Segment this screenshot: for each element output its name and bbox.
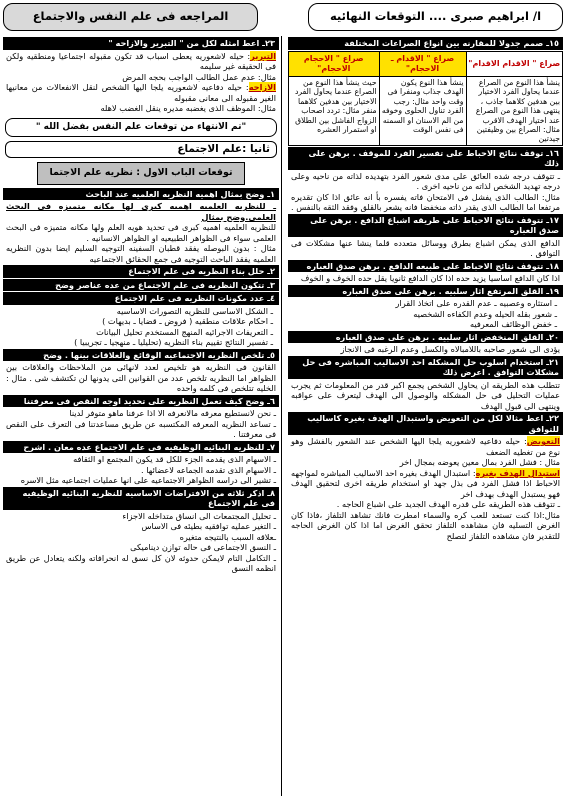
section-title: ثانيا :علم الاجتماع bbox=[5, 141, 277, 158]
q20-title: ٢٠ـ القلق المنخفض اثار سلبيه . برهن على صدق العباره bbox=[288, 331, 563, 344]
justification-def: التبرير: حيله لاشعوريه يعطى اسباب قد تكون مقبوله اجتماعيا ومنطقيه ولكن فى الحقيقه غير سليمه bbox=[6, 50, 276, 71]
review-title-box: المراجعه فى علم النفس والاجتماع bbox=[3, 3, 258, 31]
s6-title: ٦ـ وضح كيف تعمل النظريه على تحديد اوجه النقص فى معرفتنا bbox=[3, 395, 279, 408]
compensation-example: مثال : فشل الفرد بمال معين يعوضه بمجال اخر bbox=[399, 457, 560, 468]
s2-title: ٢ـ حلل بناء النظريه فى علم الاجتماع bbox=[3, 265, 279, 278]
s5-title: ٥ـ تلخص النظريه الاجتماعيه الوقائع والعلاقات بينها . وضح bbox=[3, 349, 279, 362]
list-item: ـ الشكل الاساسى للنظريه التصورات الاساسيه bbox=[116, 305, 273, 316]
s7-text: ـ تشير الى دراسه الظواهر الاجتماعيه على انها عمليات اجتماعيه مثل الاسره bbox=[20, 475, 276, 486]
q21-text: تتطلب هذه الطريقه ان يحاول الشخص يجمع اكبر قدر من المعلومات ثم يجرب عمليات التحليل فى حل المشكله والوصول الى الهدف ليتعرف على عواقبه وينتهى الى قبول الهدف bbox=[291, 379, 560, 411]
s1-title: ١ـ وضح بمثال اهميه النظريه العلميه عند الباحث bbox=[3, 188, 279, 201]
list-item: ـ استثاره وعصبيه ـ عدم القدره على اتخاذ القرار bbox=[395, 298, 557, 309]
closing-quote: "تم الانتهاء من توقعات علم النفس بفضل الله " bbox=[5, 118, 277, 138]
q18-text: اذا كان الدافع اساسيا يزيد حده اذا كان الدافع ثانويا يقل حده الخوف و الخوف bbox=[300, 273, 560, 284]
q19-title: ١٩ـ القلق المرتفع اثار سلبيه . برهن على صدق العباره bbox=[288, 285, 563, 298]
left-column bbox=[3, 36, 279, 796]
table-cell: ينشأ هذا النوع من الصراع عندما يحاول الفرد الاختيار بين هدفين كلاهما جاذب ، ينتهى هذا النوع من الصراع عند اختيار الهدف الاقرب مثال: الصراع بين وظيفتين جيدتين bbox=[466, 76, 563, 145]
q23-title: ٢٣ـ اعط امثله لكل من " التبرير والازاحه " bbox=[3, 37, 279, 50]
displacement-def: الازاحه: حيله دفاعيه لاشعوريه يلجا اليها الشخص لنقل الانفعالات من معانيها الغير مقبوله الى معانى مقبوله bbox=[6, 82, 276, 103]
chapter-title: توقعات الباب الاول : نظريه علم الاجتما bbox=[37, 162, 245, 184]
s7-text: ـ الاسهام الذى تقدمه الجماعه لاعضائها . bbox=[141, 464, 276, 475]
conflict-comparison-table bbox=[288, 51, 563, 146]
goal-replacement-def: استبدال الهدف بغيره: استبدال الهدف بغيره احد الاساليب المباشره لمواجهه الاحباط اذا فشل الفرد فى بذل جهد او استخدام طريقه اخرى لتحقيق الهدف فهو يستبدل الهدف بهدف اخر bbox=[291, 467, 560, 499]
s8-text: ـ التغير عمليه توافقيه بطيئه فى الاساس bbox=[141, 521, 276, 532]
table-cell: ينشأ هذا النوع يكون الهدف جذاب ومنفرا فى وقت واحد مثال: رجب الفرد تناول الحلوى وخوفه من الم الاسنان او السمنه فى نفس الوقت bbox=[379, 76, 466, 145]
s8-title: ٨ـ اذكر ثلاثه من الافتراضات الاساسيه للنظريه البنائيه الوظيفيه فى علم الاجتماع bbox=[3, 487, 279, 510]
q15-title: ١٥ـ صمم جدولا للمقارنه بين انواع الصراعات المختلفة bbox=[288, 37, 563, 50]
s6-text: ـ تساعد النظريه المعرفه المكتسبه عن طريق مساعدتنا فى التعرف على النقص فى معرفتنا . bbox=[6, 418, 276, 440]
table-header-approach-approach: صراع " الاقدام الاقدام" bbox=[466, 51, 563, 76]
q21-title: ٢١ـ استخدام اسلوب حل المشكله احد الاساليب المباشره فى حل مشكلات التوافق . اعرض ذلك bbox=[288, 356, 563, 379]
displacement-example: مثال: الموظف الذى يغضبه مديره ينقل الغضب لاهله bbox=[100, 103, 276, 113]
list-item: ـ خفض الوظائف المعرفيه bbox=[470, 319, 557, 330]
q16-text: ـ تتوقف درجه شده العائق على مدى شعور الفرد بتهديده لذاته من ناحيه وعلى درجه تهديد الشخص لذاته من ناحيه اخرى . bbox=[291, 170, 560, 192]
q22-title: ٢٢ـ اعط مثالا لكل من التعويض واستبدال الهدف بغيره كاساليب للتوافق bbox=[288, 412, 563, 435]
table-header-avoidance-avoidance: صراع " الاحجام الاحجام" bbox=[289, 51, 380, 76]
list-item: ـ احكام علاقات منطقيه ( فروض ـ قضايا ـ بديهات ) bbox=[102, 316, 273, 327]
q16-example: مثال: الطالب الذى يفشل فى الامتحان فاته يفسره بأ انه عائق اذا كان تقديره مرتفعا اما الطالب الذى يقدر ذاته منخفضا فانه يشعر بالقلق وفقد الثقه بالنفس . bbox=[291, 191, 560, 213]
q17-text: الدافع الذى يمكن اشباع بطرق ووسائل متعدده قلما ينشا عنها مشكلات فى التوافق . bbox=[291, 237, 560, 259]
s8-text: ـعلاقه السبب بالنتيجه متغيره bbox=[179, 531, 276, 542]
compensation-def: التعويض: حيله دفاعيه لاشعوريه يلجا اليها الشخص عند الشعور بالفشل وهو نوع من تغطيه الضعف bbox=[291, 436, 560, 457]
table-cell: حيث ينشأ هذا النوع من الصراع عندما يحاول الفرد الاختيار بين هدفين كلاهما منفر مثال: تردد اصحاب الزواج الفاشل بين الطلاق او استمرار العشره bbox=[289, 76, 380, 145]
column-divider bbox=[281, 36, 282, 796]
s1-sub: ـ للنظريه العلميه اهميه كبرى لها مكانه متميزه فى البحث العلمى.وضح بمثال bbox=[6, 201, 276, 222]
s4-title: ٤ـ عدد مكونات النظريه فى علم الاجتماع bbox=[3, 292, 279, 305]
s6-text: ـ نحن لانستطيع معرفه مالانعرفه الا اذا عرفنا ماهو متوفر لدينا bbox=[69, 408, 276, 419]
s5-text: القانون فى النظريه هو تلخيص لعدد لانهائى من الملاحظات والعلاقات بين الظواهر اما النظريه تلخص عدد من القوانين التى يدونها لن تكتشف شى . مثال : الخليه تتلخص فى كلمه واحده bbox=[6, 362, 276, 394]
q17-title: ١٧ـ تتوقف نتائج الاحباط على طريقه اشباع الدافع . برهن على صدق العباره bbox=[288, 214, 563, 237]
q16-title: ١٦ـ توقف نتائج الاحباط على تفسير الفرد للموقف . برهن على ذلك bbox=[288, 147, 563, 170]
s8-text: ـ التكامل التام لايمكن حدوثه لان كل نسق له انحرافاته ولكنه يتعادل عن طريق انظمه النسق bbox=[6, 552, 276, 574]
author-title-box: ا/ ابراهيم صبرى .... التوقعات النهائيه bbox=[308, 3, 563, 31]
s1-example: مثال : بدون البوصله يفقد قطبان السفينه التوجيه السليم ايضا بدون النظريه العلميه يفقد الباحث التوجيه فى جمع الحقائق الاجتماعيه bbox=[6, 243, 276, 264]
s1-text: للنظريه العلميه اهميه كبرى فى تحديد هويه العلم ولها مكانه متميزه فى البحث العلمى سواء فى الظواهر الطبيعيه او الظواهر الانسانيه . bbox=[6, 222, 276, 243]
s8-text: ـ تحليل المجتمعات الى انساق متداخله الاجزاء bbox=[122, 510, 276, 521]
s7-title: ٧ـ للنظريه البنائيه الوظيفيه فى علم الاجتماع عده معان . اشرح bbox=[3, 441, 279, 454]
s7-text: ـ الاسهام الذى يقدمه الجزء للكل قد يكون المجتمع او الثقافه bbox=[73, 454, 276, 465]
page-header bbox=[3, 3, 563, 31]
list-item: ـ التعريفات الاجرائيه المنهج المستخدم تحليل البيانات bbox=[96, 326, 273, 337]
table-header-approach-avoidance: صراع " الاقدام ـ الاحجام" bbox=[379, 51, 466, 76]
list-item: ـ شعور بقله الحيله وعدم الكفاءه الشخصيه bbox=[413, 308, 557, 319]
goal-replacement-example: مثال:اذا كنت تستعد للعب كره والسماء امطرت فانك تشاهد التلفاز ،فاذا كان الغرض التسليه فان مشاهده التلفاز تحقق الغرض اما اذا كان الغرض الحاجه للتقدير فان مشاهده التلفاز لتصلح bbox=[291, 509, 560, 541]
right-column bbox=[288, 36, 563, 796]
s3-title: ٣ـ تتكون النظريه فى علم الاجتماع من عده عناصر وضح bbox=[3, 279, 279, 292]
s8-text: ـ النسق الاجتماعى فى حاله توازن ديناميكى bbox=[130, 542, 276, 553]
list-item: ـ تفسير النتائج تقييم بناء النظريه (تحليليا ـ منهجيا ـ تجريبيا ) bbox=[74, 337, 273, 348]
q20-text: يؤدى الى شعور صاحبه باللامبالاه والكسل وعدم الرغبه فى الانجاز bbox=[340, 344, 560, 355]
q18-title: ١٨ـ تتوقف نتائج الاحباط على طبيعه الدافع . برهن صدق العباره bbox=[288, 260, 563, 273]
goal-replacement-note: ـ تتوقف هذه الطريقه على قدره الهدف الجديد على اشباع الحاجه . bbox=[336, 499, 560, 510]
justification-example: مثال: عدم عمل الطالب الواجب بحجه المرض bbox=[122, 71, 276, 82]
